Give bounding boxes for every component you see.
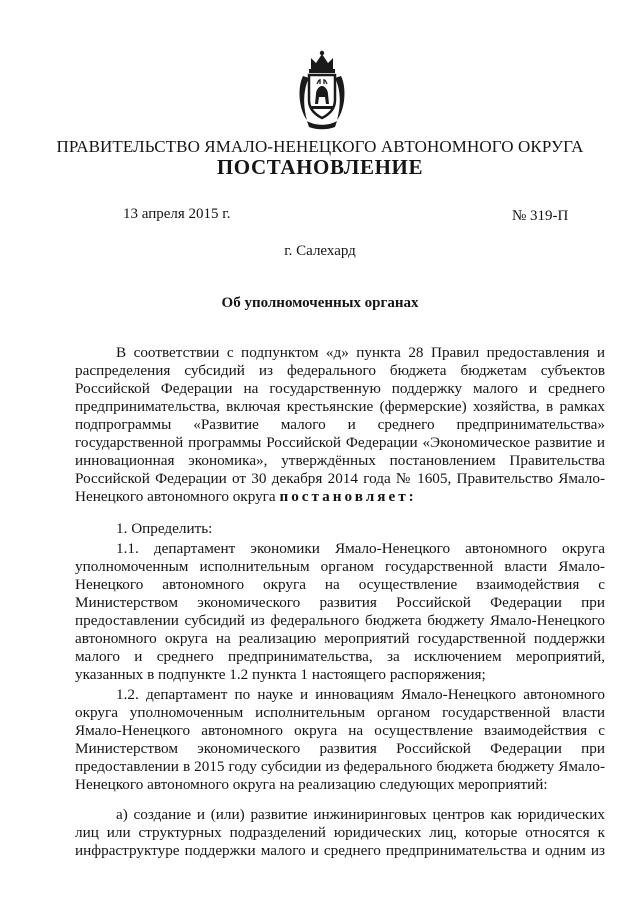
body-line: Российской Федерации на государственную поддержку малого и среднего	[75, 380, 605, 397]
body-line: 1.1. департамент экономики Ямало-Ненецкого автономного округа	[116, 540, 605, 557]
document-date: 13 апреля 2015 г.	[123, 206, 231, 222]
body-line: инновационная экономика», утверждённых постановлением Правительства	[75, 452, 605, 469]
body-line: подпрограммы «Развитие малого и среднего предпринимательства»	[75, 416, 605, 433]
body-line: уполномоченным исполнительным органом государственной власти Ямало-	[75, 558, 605, 575]
issue-city: г. Салехард	[284, 243, 356, 259]
document-type-heading: ПОСТАНОВЛЕНИЕ	[216, 155, 424, 179]
body-line: указанных в подпункте 1.2 пункта 1 настоящего распоряжения;	[75, 666, 486, 683]
coat-of-arms-yanao-icon	[297, 48, 347, 130]
body-line: государственной программы Российской Федерации «Экономическое развитие и	[75, 434, 605, 451]
body-line: округа уполномоченным исполнительным органом государственной власти	[75, 704, 605, 721]
body-line: распределения субсидий из федерального бюджета бюджетам субъектов	[75, 362, 605, 379]
body-line: 1.2. департамент по науке и инновациям Ямало-Ненецкого автономного	[116, 686, 605, 703]
document-subject: Об уполномоченных органах	[221, 295, 419, 311]
body-line: лиц или структурных подразделений юридических лиц, которые относятся к	[75, 824, 605, 841]
document-number: № 319-П	[512, 208, 569, 224]
body-line	[75, 488, 605, 506]
body-line-text: Ненецкого автономного округа	[75, 488, 280, 505]
body-line: Ямало-Ненецкого автономного округа на осуществление взаимодействия с	[75, 722, 605, 739]
body-line: Российской Федерации от 30 декабря 2014 года № 1605, Правительство Ямало-	[75, 470, 605, 487]
spaced-word-resolves: постановляет:	[279, 488, 417, 505]
body-line: В соответствии с подпунктом «д» пункта 28 Правил предоставления и	[116, 344, 605, 361]
body-line: предоставлении в 2015 году субсидии из федерального бюджета бюджету Ямало-	[75, 758, 605, 775]
body-line: Министерством экономического развития Российской Федерации при	[75, 594, 605, 611]
body-line: а) создание и (или) развитие инжиниринговых центров как юридических	[116, 806, 605, 823]
body-line: предоставлении субсидий из федерального бюджета бюджету Ямало-Ненецкого	[75, 612, 605, 629]
body-line: Ненецкого автономного округа на реализацию следующих мероприятий:	[75, 776, 548, 793]
body-line: предпринимательства, включая крестьянские (фермерские) хозяйства, в рамках	[75, 398, 605, 415]
body-line: инфраструктуре поддержки малого и среднего предпринимательства и одним из	[75, 842, 605, 859]
body-line: автономного округа на реализацию мероприятий государственной поддержки	[75, 630, 605, 647]
body-line: Министерством экономического развития Российской Федерации при	[75, 740, 605, 757]
clause-1-heading: 1. Определить:	[116, 520, 213, 537]
body-line: Ненецкого автономного округа на осуществление взаимодействия с	[75, 576, 605, 593]
organization-title: ПРАВИТЕЛЬСТВО ЯМАЛО-НЕНЕЦКОГО АВТОНОМНОГО ОКРУГА	[56, 137, 584, 156]
body-line: малого и среднего предпринимательства, за исключением мероприятий,	[75, 648, 605, 665]
